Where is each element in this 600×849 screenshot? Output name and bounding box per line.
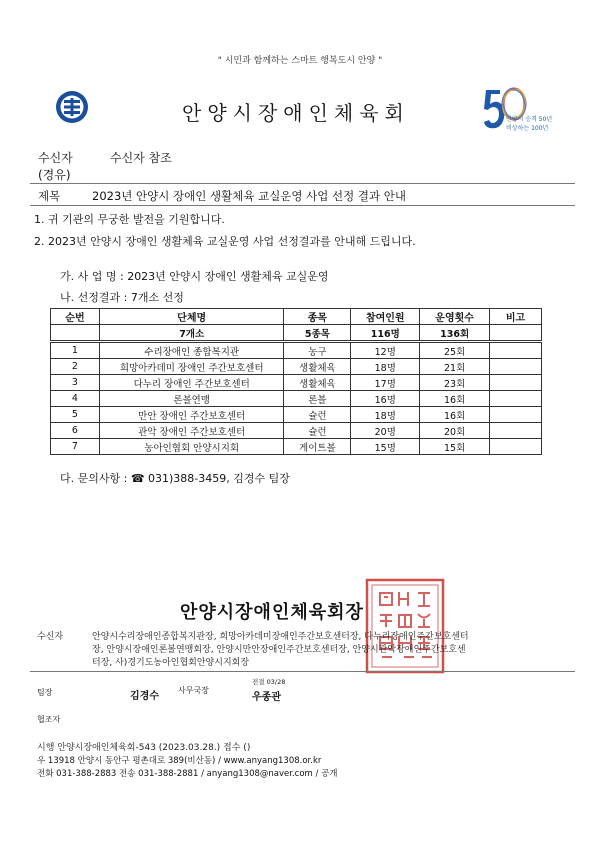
final-approval-note: 전결 03/28 [252, 678, 286, 686]
table-cell: 농아인협회 안양시지회 [99, 439, 284, 455]
table-cell: 16회 [420, 407, 490, 423]
final-approver-name: 우종관 [252, 692, 281, 703]
body-line-2: 2. 2023년 안양시 장애인 생활체육 교실운영 사업 선정결과를 안내해 드립니다. [34, 235, 416, 248]
slogan: " 시민과 함께하는 스마트 행복도시 안양 " [217, 56, 383, 66]
address-line: 우 13918 안양시 동안구 평촌대로 389(비산동) / www.anyang1308.or.kr [37, 756, 322, 766]
header-participants: 참여인원 [351, 309, 420, 325]
table-cell: 5종목 [284, 325, 351, 342]
table-cell: 수리장애인 종합복지관 [99, 342, 284, 359]
table-cell: 만안 장애인 주간보호센터 [99, 407, 284, 423]
table-cell: 136회 [420, 325, 490, 342]
table-cell [490, 375, 542, 391]
table-row [51, 407, 542, 423]
table-row [51, 391, 542, 407]
recipients-line-3: 터장, 사)경기도농아인협회안양시지회장 [92, 658, 250, 668]
table-cell: 18명 [351, 407, 420, 423]
table-cell: 다누리 장애인 주간보호센터 [99, 375, 284, 391]
anniversary-line2: 비상하는 100년 [506, 125, 549, 132]
table-cell: 슐런 [284, 407, 351, 423]
table-cell: 5 [51, 407, 100, 423]
table-cell [490, 439, 542, 455]
table-cell: 3 [51, 375, 100, 391]
drafter-title: 팀장 [37, 688, 53, 697]
table-cell: 론볼 [284, 391, 351, 407]
table-cell: 16명 [351, 391, 420, 407]
table-cell: 12명 [351, 342, 420, 359]
table-row [51, 342, 542, 359]
recipients-line-1: 안양시수리장애인종합복지관장, 희망아카데미장애인주간보호센터장, 다누리장애인주간보호센터 [92, 632, 469, 642]
table-cell [490, 391, 542, 407]
table-row [51, 423, 542, 439]
anniversary-50-icon [482, 82, 552, 142]
header-note: 비고 [490, 309, 542, 325]
table-cell [490, 423, 542, 439]
table-cell: 4 [51, 391, 100, 407]
table-cell: 2 [51, 359, 100, 375]
recipient-label: 수신자 [38, 151, 73, 165]
item-contact: 다. 문의사항 : ☎ 031)388-3459, 김경수 팀장 [60, 472, 290, 485]
body-line-1: 1. 귀 기관의 무궁한 발전을 기원합니다. [34, 213, 225, 226]
table-cell: 23회 [420, 375, 490, 391]
table-cell [51, 325, 100, 342]
table-cell: 15회 [420, 439, 490, 455]
via-label: (경유) [38, 168, 71, 182]
table-cell [490, 359, 542, 375]
item-result: 나. 선정결과 : 7개소 선정 [60, 291, 184, 304]
table-cell: 슐런 [284, 423, 351, 439]
table-cell: 15명 [351, 439, 420, 455]
table-cell: 생활체육 [284, 359, 351, 375]
table-cell: 생활체육 [284, 375, 351, 391]
table-cell: 17명 [351, 375, 420, 391]
table-cell: 20회 [420, 423, 490, 439]
table-cell [490, 342, 542, 359]
recipients-line-2: 장, 안양시장애인론볼연맹회장, 안양시만안장애인주간보호센터장, 안양시관악장애인주간보호센 [92, 645, 466, 655]
table-row [51, 359, 542, 375]
table-cell: 18명 [351, 359, 420, 375]
recipients-label: 수신자 [37, 632, 64, 642]
table-total-row [51, 325, 542, 342]
table-cell: 7 [51, 439, 100, 455]
table-cell: 25회 [420, 342, 490, 359]
table-cell: 20명 [351, 423, 420, 439]
enforcement-line: 시행 안양시장애인체육회-543 (2023.03.28.) 접수 () [37, 743, 251, 753]
subject-label: 제목 [38, 189, 61, 203]
selection-table [50, 308, 542, 455]
table-row [51, 375, 542, 391]
table-cell: 6 [51, 423, 100, 439]
table-cell: 론볼연맹 [99, 391, 284, 407]
table-cell: 21회 [420, 359, 490, 375]
table-cell: 7개소 [99, 325, 284, 342]
divider-top [30, 183, 575, 184]
table-cell: 농구 [284, 342, 351, 359]
table-cell: 16회 [420, 391, 490, 407]
table-cell: 희망아카데미 장애인 주간보호센터 [99, 359, 284, 375]
table-cell: 1 [51, 342, 100, 359]
table-cell [490, 407, 542, 423]
header-org: 단체명 [99, 309, 284, 325]
anniversary-line1: 안양시 승격 50년 [506, 116, 553, 123]
cooperator-label: 협조자 [37, 715, 61, 724]
drafter-name: 김경수 [130, 691, 159, 702]
table-cell: 관악 장애인 주간보호센터 [99, 423, 284, 439]
header-sport: 종목 [284, 309, 351, 325]
emblem-logo [55, 90, 89, 124]
reviewer-title: 사무국장 [178, 686, 209, 695]
official-seal [364, 577, 446, 675]
table-cell: 116명 [351, 325, 420, 342]
header-sessions: 운영횟수 [420, 309, 490, 325]
table-cell [490, 325, 542, 342]
item-business: 가. 사 업 명 : 2023년 안양시 장애인 생활체육 교실운영 [60, 270, 329, 283]
signature-title: 안양시장애인체육회장 [180, 602, 364, 623]
table-row [51, 439, 542, 455]
anniversary-logo [482, 82, 552, 142]
divider-subject [30, 205, 575, 206]
contact-line: 전화 031-388-2883 전송 031-388-2881 / anyang1308@naver.com / 공개 [37, 769, 338, 779]
table-header-row [51, 309, 542, 325]
subject-text: 2023년 안양시 장애인 생활체육 교실운영 사업 선정 결과 안내 [92, 189, 407, 203]
table-cell: 게이트볼 [284, 439, 351, 455]
recipient-value: 수신자 참조 [110, 151, 172, 165]
divider-approval [30, 671, 575, 672]
org-title: 안양시장애인체육회 [182, 101, 410, 125]
header-no: 순번 [51, 309, 100, 325]
